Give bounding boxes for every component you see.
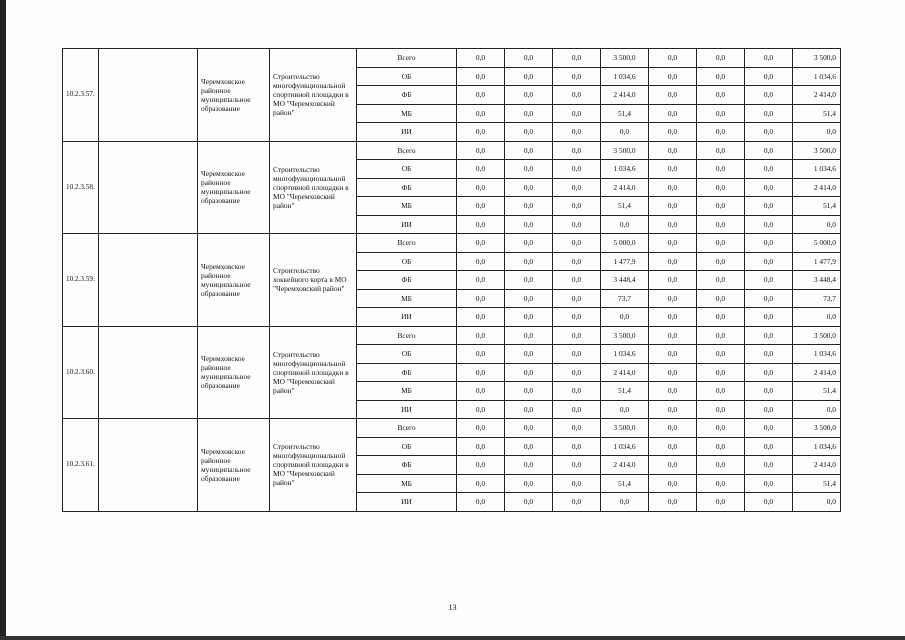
table-row xyxy=(63,141,841,160)
year-value: 0,0 xyxy=(649,67,697,86)
year-value: 0,0 xyxy=(745,456,793,475)
year-value: 0,0 xyxy=(649,141,697,160)
year-value: 0,0 xyxy=(457,215,505,234)
year-value: 0,0 xyxy=(553,456,601,475)
year-value: 0,0 xyxy=(697,86,745,105)
year-value: 0,0 xyxy=(505,234,553,253)
funding-source: МБ xyxy=(357,197,457,216)
year-value: 0,0 xyxy=(697,104,745,123)
year-value: 0,0 xyxy=(553,474,601,493)
year-value: 0,0 xyxy=(697,289,745,308)
year-value: 0,0 xyxy=(553,197,601,216)
year-value: 0,0 xyxy=(649,326,697,345)
total-value: 3 448,4 xyxy=(793,271,841,290)
total-value: 0,0 xyxy=(793,123,841,142)
year-value: 0,0 xyxy=(457,160,505,179)
item-code: 10.2.3.57. xyxy=(63,49,99,142)
year-value: 0,0 xyxy=(745,289,793,308)
year-value: 2 414,0 xyxy=(601,456,649,475)
year-value: 0,0 xyxy=(649,160,697,179)
year-value: 0,0 xyxy=(697,234,745,253)
year-value: 0,0 xyxy=(649,474,697,493)
year-value: 0,0 xyxy=(745,86,793,105)
year-value: 0,0 xyxy=(505,474,553,493)
year-value: 1 477,9 xyxy=(601,252,649,271)
total-value: 1 034,6 xyxy=(793,67,841,86)
year-value: 0,0 xyxy=(745,326,793,345)
year-value: 1 034,6 xyxy=(601,160,649,179)
empty-cell xyxy=(99,141,198,234)
empty-cell xyxy=(99,234,198,327)
year-value: 0,0 xyxy=(505,289,553,308)
year-value: 0,0 xyxy=(745,437,793,456)
year-value: 0,0 xyxy=(457,363,505,382)
year-value: 0,0 xyxy=(745,493,793,512)
year-value: 0,0 xyxy=(745,49,793,68)
year-value: 0,0 xyxy=(745,141,793,160)
year-value: 0,0 xyxy=(601,123,649,142)
year-value: 0,0 xyxy=(745,419,793,438)
scan-left-edge xyxy=(0,0,6,640)
year-value: 0,0 xyxy=(697,474,745,493)
year-value: 0,0 xyxy=(457,493,505,512)
year-value: 0,0 xyxy=(601,215,649,234)
year-value: 0,0 xyxy=(553,382,601,401)
year-value: 0,0 xyxy=(697,67,745,86)
project-cell: Строительство хоккейного корта в МО "Черемховский район" xyxy=(270,234,357,327)
total-value: 2 414,0 xyxy=(793,456,841,475)
year-value: 0,0 xyxy=(505,419,553,438)
organization-cell: Черемховское районное муниципальное образование xyxy=(198,326,270,419)
funding-source: ОБ xyxy=(357,345,457,364)
year-value: 0,0 xyxy=(697,49,745,68)
year-value: 0,0 xyxy=(457,419,505,438)
year-value: 0,0 xyxy=(553,271,601,290)
year-value: 0,0 xyxy=(649,382,697,401)
year-value: 0,0 xyxy=(553,178,601,197)
year-value: 0,0 xyxy=(745,345,793,364)
year-value: 0,0 xyxy=(745,104,793,123)
year-value: 0,0 xyxy=(697,123,745,142)
year-value: 0,0 xyxy=(649,400,697,419)
year-value: 0,0 xyxy=(553,400,601,419)
total-value: 1 477,9 xyxy=(793,252,841,271)
year-value: 0,0 xyxy=(745,474,793,493)
year-value: 0,0 xyxy=(649,215,697,234)
year-value: 0,0 xyxy=(553,308,601,327)
year-value: 0,0 xyxy=(553,104,601,123)
year-value: 0,0 xyxy=(505,400,553,419)
year-value: 1 034,6 xyxy=(601,345,649,364)
organization-cell: Черемховское районное муниципальное образование xyxy=(198,141,270,234)
total-value: 5 000,0 xyxy=(793,234,841,253)
funding-source: МБ xyxy=(357,104,457,123)
year-value: 0,0 xyxy=(505,456,553,475)
year-value: 0,0 xyxy=(553,234,601,253)
funding-source: ФБ xyxy=(357,271,457,290)
year-value: 0,0 xyxy=(697,215,745,234)
year-value: 5 000,0 xyxy=(601,234,649,253)
year-value: 0,0 xyxy=(697,252,745,271)
year-value: 0,0 xyxy=(697,382,745,401)
item-code: 10.2.3.58. xyxy=(63,141,99,234)
year-value: 0,0 xyxy=(457,437,505,456)
year-value: 0,0 xyxy=(505,104,553,123)
year-value: 0,0 xyxy=(505,308,553,327)
total-value: 0,0 xyxy=(793,308,841,327)
total-value: 51,4 xyxy=(793,197,841,216)
total-value: 3 500,0 xyxy=(793,326,841,345)
funding-source: ОБ xyxy=(357,437,457,456)
scan-bottom-edge xyxy=(0,636,905,640)
year-value: 0,0 xyxy=(457,234,505,253)
funding-source: Всего xyxy=(357,326,457,345)
year-value: 0,0 xyxy=(601,400,649,419)
year-value: 0,0 xyxy=(745,160,793,179)
year-value: 0,0 xyxy=(697,271,745,290)
year-value: 0,0 xyxy=(745,252,793,271)
year-value: 0,0 xyxy=(697,308,745,327)
year-value: 0,0 xyxy=(457,474,505,493)
year-value: 0,0 xyxy=(457,382,505,401)
year-value: 0,0 xyxy=(649,252,697,271)
table-row xyxy=(63,234,841,253)
year-value: 0,0 xyxy=(553,215,601,234)
budget-table xyxy=(62,48,841,512)
total-value: 0,0 xyxy=(793,400,841,419)
year-value: 0,0 xyxy=(745,67,793,86)
year-value: 0,0 xyxy=(649,363,697,382)
total-value: 51,4 xyxy=(793,382,841,401)
year-value: 2 414,0 xyxy=(601,363,649,382)
year-value: 0,0 xyxy=(457,271,505,290)
funding-source: ФБ xyxy=(357,456,457,475)
year-value: 0,0 xyxy=(505,363,553,382)
total-value: 3 500,0 xyxy=(793,141,841,160)
organization-cell: Черемховское районное муниципальное образование xyxy=(198,49,270,142)
total-value: 0,0 xyxy=(793,493,841,512)
year-value: 0,0 xyxy=(697,345,745,364)
year-value: 0,0 xyxy=(553,419,601,438)
year-value: 0,0 xyxy=(505,382,553,401)
funding-source: МБ xyxy=(357,474,457,493)
year-value: 0,0 xyxy=(697,141,745,160)
item-code: 10.2.3.61. xyxy=(63,419,99,512)
year-value: 0,0 xyxy=(697,326,745,345)
empty-cell xyxy=(99,49,198,142)
year-value: 0,0 xyxy=(457,178,505,197)
year-value: 0,0 xyxy=(649,49,697,68)
year-value: 0,0 xyxy=(745,308,793,327)
year-value: 0,0 xyxy=(457,197,505,216)
project-cell: Строительство многофункциональной спортивной площадки в МО "Черемховский район" xyxy=(270,141,357,234)
year-value: 0,0 xyxy=(457,123,505,142)
funding-source: Всего xyxy=(357,49,457,68)
funding-source: Всего xyxy=(357,419,457,438)
year-value: 0,0 xyxy=(745,271,793,290)
year-value: 0,0 xyxy=(649,197,697,216)
year-value: 0,0 xyxy=(553,326,601,345)
year-value: 0,0 xyxy=(457,141,505,160)
funding-source: ОБ xyxy=(357,160,457,179)
year-value: 0,0 xyxy=(697,178,745,197)
year-value: 0,0 xyxy=(649,86,697,105)
total-value: 1 034,6 xyxy=(793,160,841,179)
year-value: 0,0 xyxy=(697,419,745,438)
funding-source: МБ xyxy=(357,289,457,308)
funding-source: ФБ xyxy=(357,86,457,105)
year-value: 0,0 xyxy=(649,178,697,197)
year-value: 3 500,0 xyxy=(601,326,649,345)
funding-source: ИИ xyxy=(357,493,457,512)
year-value: 0,0 xyxy=(553,67,601,86)
year-value: 0,0 xyxy=(457,252,505,271)
year-value: 2 414,0 xyxy=(601,178,649,197)
table-row xyxy=(63,419,841,438)
year-value: 0,0 xyxy=(553,289,601,308)
page-number: 13 xyxy=(448,603,457,612)
funding-source: ИИ xyxy=(357,123,457,142)
year-value: 0,0 xyxy=(649,271,697,290)
year-value: 51,4 xyxy=(601,382,649,401)
project-cell: Строительство многофункциональной спортивной площадки в МО "Черемховский район" xyxy=(270,326,357,419)
project-cell: Строительство многофункциональной спортивной площадки в МО "Черемховский район" xyxy=(270,419,357,512)
year-value: 0,0 xyxy=(649,493,697,512)
table-body xyxy=(63,49,841,512)
year-value: 0,0 xyxy=(457,86,505,105)
year-value: 0,0 xyxy=(601,308,649,327)
year-value: 0,0 xyxy=(505,271,553,290)
year-value: 0,0 xyxy=(553,86,601,105)
year-value: 0,0 xyxy=(505,437,553,456)
total-value: 2 414,0 xyxy=(793,86,841,105)
total-value: 1 034,6 xyxy=(793,345,841,364)
total-value: 3 500,0 xyxy=(793,419,841,438)
year-value: 0,0 xyxy=(553,437,601,456)
year-value: 0,0 xyxy=(457,49,505,68)
year-value: 0,0 xyxy=(697,437,745,456)
project-cell: Строительство многофункциональной спортивной площадки в МО "Черемховский район" xyxy=(270,49,357,142)
year-value: 51,4 xyxy=(601,474,649,493)
year-value: 0,0 xyxy=(457,104,505,123)
year-value: 0,0 xyxy=(745,363,793,382)
year-value: 0,0 xyxy=(649,289,697,308)
year-value: 0,0 xyxy=(553,345,601,364)
year-value: 0,0 xyxy=(649,345,697,364)
year-value: 0,0 xyxy=(505,86,553,105)
funding-source: Всего xyxy=(357,141,457,160)
total-value: 2 414,0 xyxy=(793,178,841,197)
empty-cell xyxy=(99,326,198,419)
year-value: 0,0 xyxy=(457,67,505,86)
funding-source: Всего xyxy=(357,234,457,253)
year-value: 0,0 xyxy=(697,363,745,382)
year-value: 0,0 xyxy=(505,178,553,197)
year-value: 0,0 xyxy=(457,326,505,345)
year-value: 0,0 xyxy=(745,400,793,419)
year-value: 0,0 xyxy=(553,363,601,382)
year-value: 0,0 xyxy=(553,160,601,179)
year-value: 0,0 xyxy=(697,493,745,512)
funding-source: ОБ xyxy=(357,67,457,86)
year-value: 1 034,6 xyxy=(601,67,649,86)
year-value: 3 500,0 xyxy=(601,49,649,68)
year-value: 0,0 xyxy=(505,67,553,86)
year-value: 0,0 xyxy=(601,493,649,512)
total-value: 0,0 xyxy=(793,215,841,234)
organization-cell: Черемховское районное муниципальное образование xyxy=(198,234,270,327)
total-value: 1 034,6 xyxy=(793,437,841,456)
funding-source: ИИ xyxy=(357,400,457,419)
year-value: 0,0 xyxy=(649,123,697,142)
item-code: 10.2.3.59. xyxy=(63,234,99,327)
total-value: 3 500,0 xyxy=(793,49,841,68)
total-value: 51,4 xyxy=(793,104,841,123)
year-value: 0,0 xyxy=(697,400,745,419)
year-value: 0,0 xyxy=(745,215,793,234)
year-value: 0,0 xyxy=(505,326,553,345)
total-value: 2 414,0 xyxy=(793,363,841,382)
year-value: 0,0 xyxy=(649,419,697,438)
funding-source: ИИ xyxy=(357,308,457,327)
item-code: 10.2.3.60. xyxy=(63,326,99,419)
funding-source: ФБ xyxy=(357,178,457,197)
year-value: 0,0 xyxy=(553,141,601,160)
year-value: 51,4 xyxy=(601,104,649,123)
year-value: 0,0 xyxy=(505,493,553,512)
year-value: 0,0 xyxy=(457,289,505,308)
funding-source: ИИ xyxy=(357,215,457,234)
total-value: 51,4 xyxy=(793,474,841,493)
year-value: 51,4 xyxy=(601,197,649,216)
year-value: 3 500,0 xyxy=(601,141,649,160)
year-value: 0,0 xyxy=(697,197,745,216)
year-value: 1 034,6 xyxy=(601,437,649,456)
year-value: 0,0 xyxy=(697,456,745,475)
total-value: 73,7 xyxy=(793,289,841,308)
year-value: 3 448,4 xyxy=(601,271,649,290)
year-value: 0,0 xyxy=(457,400,505,419)
table-row xyxy=(63,49,841,68)
year-value: 0,0 xyxy=(505,215,553,234)
funding-source: ОБ xyxy=(357,252,457,271)
year-value: 0,0 xyxy=(457,456,505,475)
year-value: 0,0 xyxy=(505,160,553,179)
year-value: 0,0 xyxy=(649,456,697,475)
year-value: 0,0 xyxy=(649,234,697,253)
organization-cell: Черемховское районное муниципальное образование xyxy=(198,419,270,512)
year-value: 0,0 xyxy=(697,160,745,179)
year-value: 0,0 xyxy=(745,123,793,142)
year-value: 0,0 xyxy=(553,49,601,68)
empty-cell xyxy=(99,419,198,512)
year-value: 0,0 xyxy=(649,308,697,327)
table-row xyxy=(63,326,841,345)
year-value: 0,0 xyxy=(505,345,553,364)
year-value: 3 500,0 xyxy=(601,419,649,438)
funding-source: МБ xyxy=(357,382,457,401)
year-value: 0,0 xyxy=(505,49,553,68)
year-value: 73,7 xyxy=(601,289,649,308)
year-value: 0,0 xyxy=(649,104,697,123)
year-value: 0,0 xyxy=(745,178,793,197)
funding-source: ФБ xyxy=(357,363,457,382)
year-value: 0,0 xyxy=(505,197,553,216)
year-value: 2 414,0 xyxy=(601,86,649,105)
year-value: 0,0 xyxy=(553,493,601,512)
year-value: 0,0 xyxy=(745,197,793,216)
year-value: 0,0 xyxy=(505,141,553,160)
year-value: 0,0 xyxy=(505,252,553,271)
year-value: 0,0 xyxy=(745,382,793,401)
year-value: 0,0 xyxy=(553,123,601,142)
year-value: 0,0 xyxy=(457,308,505,327)
year-value: 0,0 xyxy=(457,345,505,364)
year-value: 0,0 xyxy=(505,123,553,142)
year-value: 0,0 xyxy=(745,234,793,253)
year-value: 0,0 xyxy=(553,252,601,271)
year-value: 0,0 xyxy=(649,437,697,456)
